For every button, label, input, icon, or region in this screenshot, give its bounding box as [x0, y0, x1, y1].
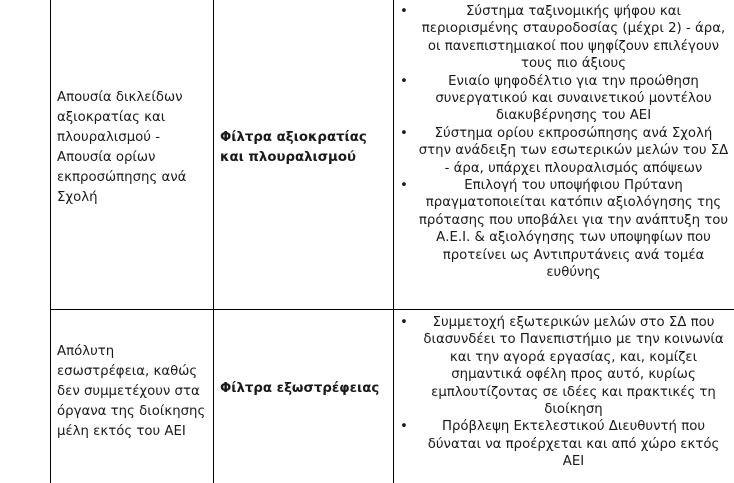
bullet-point: • Επιλογή του υποψήφιου Πρύτανη πραγματοποιείται κατόπιν αξιολόγησης της πρότασης που υποβάλει για την ανάπτυξη του Α.Ε.Ι. & αξιολόγησης των υποψηφίων που προτείνει ως Αντιπρυτάνεις ανά τομέα ευθύνης: [396, 177, 730, 281]
bullet-point: • Ενιαίο ψηφοδέλτιο για την προώθηση συνεργατικού και συναινετικού μοντέλου διακυβέρνησης του ΑΕΙ: [396, 73, 730, 125]
row-1-bullet-list: [396, 3, 730, 282]
table-column-divider-1: [213, 0, 214, 483]
row-2-filter-label: Φίλτρα εξωστρέφειας: [220, 381, 380, 396]
row-1-description: Απουσία δικλείδων αξιοκρατίας και πλουραλισμού - Απουσία ορίων εκπροσώπησης ανά Σχολή: [57, 90, 187, 205]
table-border-left: [50, 0, 51, 483]
row-1-filter-label: Φίλτρα αξιοκρατίας και πλουραλισμού: [220, 130, 367, 165]
row-2-bullet-list: [396, 314, 730, 471]
bullet-point: • Συμμετοχή εξωτερικών μελών στο ΣΔ που διασυνδέει το Πανεπιστήμιο με την κοινωνία και την αγορά εργασίας, και, κομίζει σημαντικά οφέλη προς αυτό, κυρίως εμπλουτίζοντας σε ιδέες και πρακτικές τη διοίκηση: [396, 314, 730, 418]
row-2-description: Απόλυτη εσωστρέφεια, καθώς δεν συμμετέχουν στα όργανα της διοίκησης μέλη εκτός του ΑΕΙ: [57, 344, 206, 439]
bullet-point: • Σύστημα ορίου εκπροσώπησης ανά Σχολή στην ανάδειξη των εσωτερικών μελών του ΣΔ - άρα, υπάρχει πλουραλισμός απόψεων: [396, 125, 730, 177]
table-column-divider-2: [393, 0, 394, 483]
bullet-point: • Σύστημα ταξινομικής ψήφου και περιορισμένης σταυροδοσίας (μέχρι 2) - άρα, οι πανεπιστημιακοί που ψηφίζουν επιλέγουν τους πιο άξιους: [396, 3, 730, 73]
row-2-points: [396, 314, 730, 471]
table-row-divider: [50, 309, 734, 310]
bullet-point: • Πρόβλεψη Εκτελεστικού Διευθυντή που δύναται να προέρχεται και από χώρο εκτός ΑΕΙ: [396, 418, 730, 470]
row-1-points: [396, 3, 730, 282]
